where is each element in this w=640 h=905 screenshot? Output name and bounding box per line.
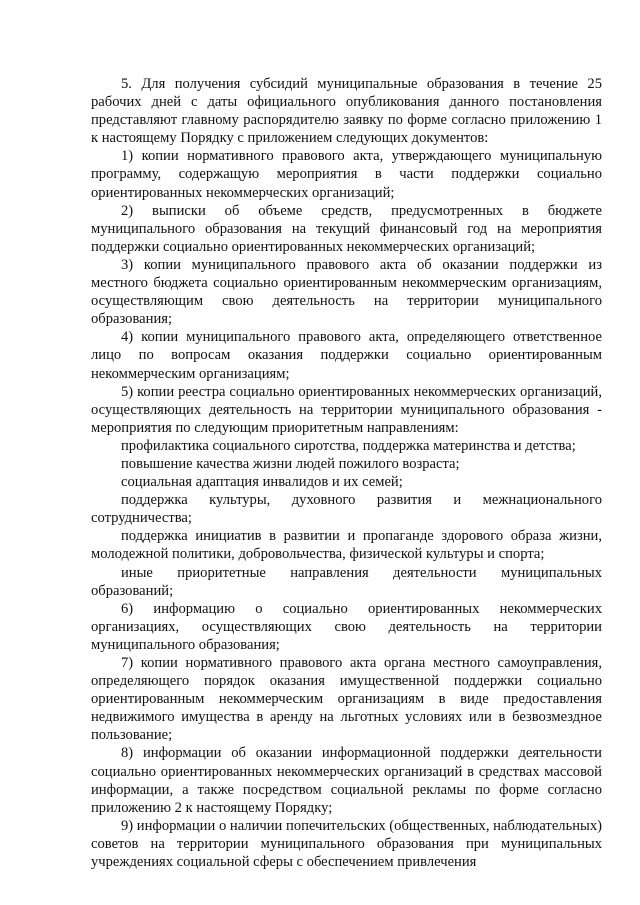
paragraph-subitem-2: 2) выписки об объеме средств, предусмотренных в бюджете муниципального образования на текущий финансовый год на мероприятия поддержки социально ориентированных некоммерческих организаций; [91, 202, 602, 255]
priority-culture: поддержка культуры, духовного развития и межнационального сотрудничества; [91, 492, 602, 527]
priority-other: иные приоритетные направления деятельности муниципальных образований; [91, 564, 602, 599]
paragraph-subitem-3: 3) копии муниципального правового акта об оказании поддержки из местного бюджета социально ориентированным некоммерческим организациям, осуществляющим свою деятельность на территории муниципального образования; [91, 256, 602, 328]
priority-elderly: повышение качества жизни людей пожилого возраста; [121, 455, 460, 472]
priority-orphanhood: профилактика социального сиротства, поддержка материнства и детства; [121, 437, 576, 454]
paragraph-subitem-9: 9) информации о наличии попечительских (общественных, наблюдательных) советов на территории муниципального образования при муниципальных учреждениях социальной сферы с обеспечением привлечения [91, 817, 603, 871]
priority-disabled: социальная адаптация инвалидов и их семей; [121, 474, 403, 491]
paragraph-subitem-4: 4) копии муниципального правового акта, определяющего ответственное лицо по вопросам оказания поддержки социально ориентированным некоммерческим организациям; [91, 329, 602, 382]
paragraph-subitem-8: 8) информации об оказании информационной поддержки деятельности социально ориентированных некоммерческих организаций в средствах массовой информации, а также посредством социальной рекламы по форме согласно приложению 2 к настоящему Порядку; [91, 745, 602, 816]
paragraph-subitem-5: 5) копии реестра социально ориентированных некоммерческих организаций, осуществляющих деятельность на территории муниципального образования - мероприятия по следующим приоритетным направлениям: [91, 383, 602, 436]
paragraph-item-5: 5. Для получения субсидий муниципальные образования в течение 25 рабочих дней с даты официального опубликования данного постановления представляют главному распорядителю заявку по форме согласно приложению 1 к настоящему Порядку с приложением следующих документов: [91, 76, 602, 147]
paragraph-subitem-1: 1) копии нормативного правового акта, утверждающего муниципальную программу, содержащую мероприятия в части поддержки социально ориентированных некоммерческих организаций; [91, 148, 602, 201]
paragraph-subitem-7: 7) копии нормативного правового акта органа местного самоуправления, определяющего порядок оказания имущественной поддержки социально ориентированным некоммерческим организациям в виде предоставления недвижимого имущества в аренду на льготных условиях или в безвозмездное пользование; [91, 655, 602, 744]
priority-healthy-lifestyle: поддержка инициатив в развитии и пропаганде здорового образа жизни, молодежной политики, добровольчества, физической культуры и спорта; [91, 528, 602, 563]
document-body [91, 75, 602, 871]
paragraph-subitem-6: 6) информацию о социально ориентированных некоммерческих организациях, осуществляющих свою деятельность на территории муниципального образования; [91, 600, 602, 653]
